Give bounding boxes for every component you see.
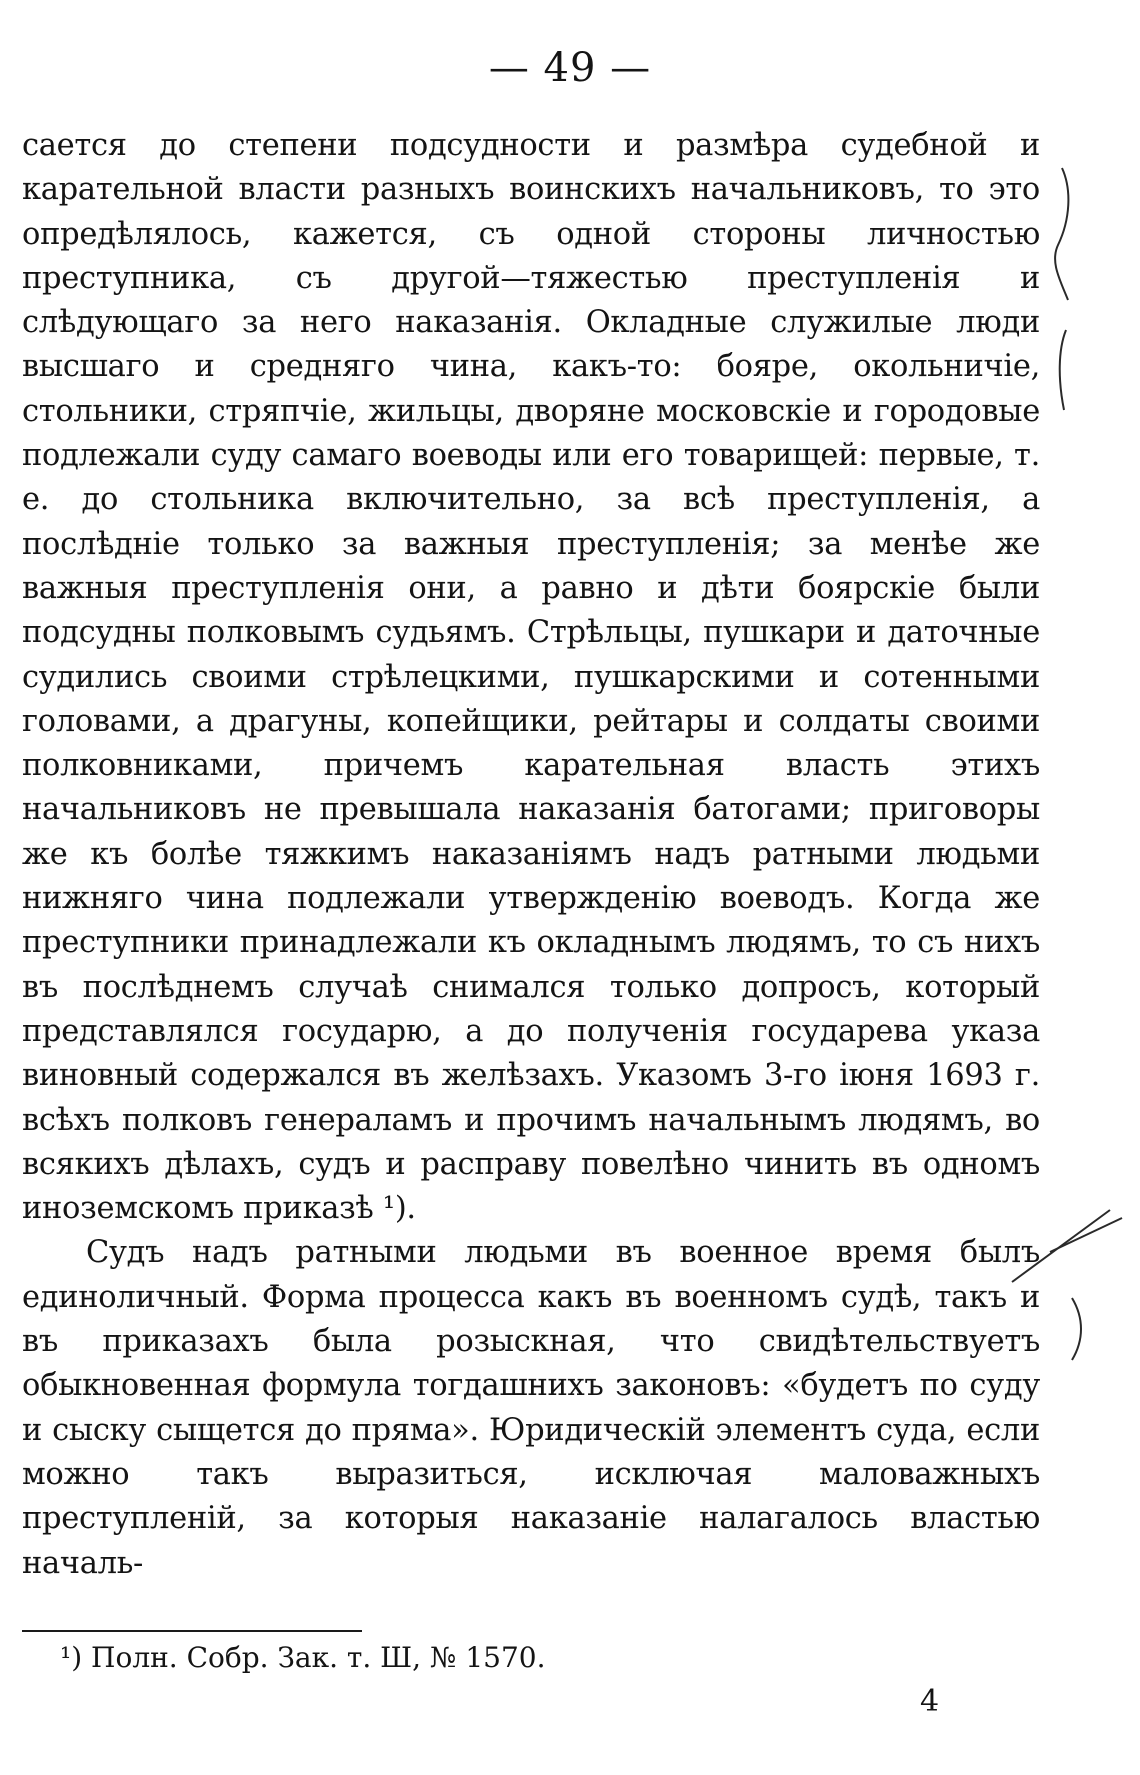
paragraph-2: Судъ надъ ратными людьми въ военное время былъ единоличный. Форма процесса какъ въ военномъ судѣ, такъ и въ приказахъ была розыскная, что свидѣтельствуетъ обыкновенная формула тогдашнихъ законовъ: «будетъ по суду и сыску сыщется до пряма». Юридическій элементъ суда, если можно такъ выразиться, исключая маловажныхъ преступленій, за которыя наказаніе налагалось властью началь- — [22, 1235, 1040, 1581]
page-number: — 49 — — [488, 45, 652, 91]
margin-bracket-mark — [1060, 330, 1066, 410]
signature-mark: 4 — [920, 1684, 940, 1719]
margin-slash-mark — [1050, 1218, 1122, 1252]
footnote: ¹) Полн. Собр. Зак. т. Ш, № 1570. — [60, 1641, 546, 1674]
paragraph-1: сается до степени подсудности и размѣра судебной и карательной власти разныхъ воинскихъ начальниковъ, то это опредѣлялось, кажется, съ одной стороны личностью преступника, съ другой—тяжестью преступленія и слѣдующаго за него наказанія. Окладные служилые люди высшаго и средняго чина, какъ-то: бояре, окольничіе, стольники, стряпчіе, жильцы, дворяне московскіе и городовые подлежали суду самаго воеводы или его товарищей: первые, т. е. до стольника включительно, за всѣ преступленія, а послѣдніе только за важныя преступленія; за менѣе же важныя преступленія они, а равно и дѣти боярскіе были подсудны полковымъ судьямъ. Стрѣльцы, пушкари и даточные судились своими стрѣлецкими, пушкарскими и сотенными головами, а драгуны, копейщики, рейтары и солдаты своими полковниками, причемъ карательная власть этихъ начальниковъ не превышала наказанія батогами; приговоры же къ болѣе тяжкимъ наказаніямъ надъ ратными людьми нижняго чина подлежали утвержденію воеводъ. Когда же преступники принадлежали къ окладнымъ людямъ, то съ нихъ въ послѣднемъ случаѣ снимался только допросъ, который представлялся государю, а до полученія государева указа виновный содержался въ желѣзахъ. Указомъ 3-го іюня 1693 г. всѣхъ полковъ генераламъ и прочимъ начальнымъ людямъ, во всякихъ дѣлахъ, судъ и расправу повелѣно чинить въ одномъ иноземскомъ приказѣ ¹). — [22, 128, 1040, 1227]
footnote-divider — [22, 1630, 362, 1632]
margin-bracket-mark — [1055, 168, 1068, 300]
margin-bracket-mark — [1072, 1298, 1081, 1360]
body-text — [22, 124, 1040, 1586]
